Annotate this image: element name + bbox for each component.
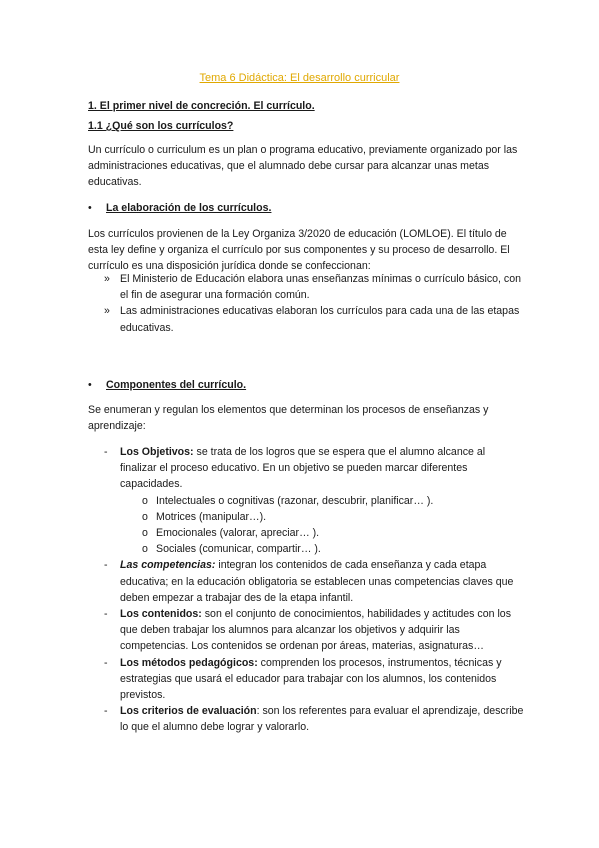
- term-label: Los criterios de evaluación: [120, 705, 257, 718]
- sub-list-item: [142, 493, 524, 509]
- list-item-competencias: [104, 557, 524, 606]
- componentes-heading-text: Componentes del currículo.: [106, 379, 247, 391]
- sub-list-item: [142, 525, 524, 541]
- circle-bullet-icon: o: [142, 543, 148, 556]
- sub-list-item: [142, 541, 524, 557]
- list-item-objetivos: [104, 444, 524, 557]
- list-item: [104, 271, 524, 303]
- term-description: integran los contenidos de cada enseñanza y cada etapa educativa; en la educación obligatoria se establecen unas competencias claves que deben empezar a trabajar des de la etapa infantil.: [120, 559, 514, 604]
- dash-bullet-icon: -: [104, 608, 108, 621]
- term-label: Los métodos pedagógicos:: [120, 656, 258, 669]
- dash-bullet-icon: -: [104, 705, 108, 718]
- elaboracion-list: [104, 271, 524, 336]
- term-description: : son los referentes para evaluar el aprendizaje, describe lo que el alumno debe lograr y valorarlo.: [120, 705, 524, 734]
- componentes-heading: [88, 377, 246, 393]
- term-label: Los contenidos:: [120, 608, 202, 621]
- circle-bullet-icon: o: [142, 510, 148, 523]
- list-item-criterios: [104, 703, 524, 735]
- circle-bullet-icon: o: [142, 527, 148, 540]
- capacidades-list: [142, 493, 524, 558]
- dash-bullet-icon: -: [104, 446, 108, 458]
- dash-bullet-icon: -: [104, 559, 108, 572]
- sub-list-item-text: Emocionales (valorar, apreciar… ).: [156, 527, 320, 540]
- list-item: [104, 303, 524, 335]
- bullet-dot-icon: •: [88, 202, 92, 214]
- dash-bullet-icon: -: [104, 656, 108, 669]
- sub-list-item-text: Intelectuales o cognitivas (razonar, descubrir, planificar… ).: [156, 494, 434, 507]
- intro-paragraph: Un currículo o curriculum es un plan o programa educativo, previamente organizado por las administraciones educativas, que el alumnado debe cursar para alcanzar unas metas educativas.: [88, 144, 518, 189]
- componentes-list: [104, 444, 524, 736]
- document-title: Tema 6 Didáctica: El desarrollo curricular: [199, 72, 400, 84]
- term-description: son el conjunto de conocimientos, habilidades y actitudes con los que deben trabajar los alumnos para alcanzar los objetivos y adquirir las competencias. Los contenidos se ordenan por áreas, materias, asignaturas…: [120, 608, 511, 653]
- term-description: se trata de los logros que se espera que el alumno alcance al finalizar el proceso educativo. En un objetivo se pueden marcar diferentes capacidades.: [120, 446, 486, 491]
- term-label: Las competencias:: [120, 559, 216, 572]
- list-item-text: El Ministerio de Educación elabora unas enseñanzas mínimas o currículo básico, con el fin de asegurar una formación común.: [120, 273, 522, 302]
- list-item-metodos: [104, 655, 524, 704]
- sub-list-item-text: Sociales (comunicar, compartir… ).: [156, 543, 321, 556]
- chevron-bullet-icon: »: [104, 273, 110, 285]
- elaboracion-heading-text: La elaboración de los currículos.: [106, 202, 272, 214]
- list-item-contenidos: [104, 606, 524, 655]
- elaboracion-paragraph: Los currículos provienen de la Ley Organiza 3/2020 de educación (LOMLOE). El título de esta ley define y organiza el currículo por sus componentes y su proceso de desarrollo. El currículo es una disposición jurídica donde se confeccionan:: [88, 228, 510, 273]
- list-item-text: Las administraciones educativas elaboran los currículos para cada una de las etapas educativas.: [120, 305, 520, 334]
- term-description: comprenden los procesos, instrumentos, técnicas y estrategias que usará el educador para trabajar con los alumnos, los contenidos previstos.: [120, 656, 502, 702]
- circle-bullet-icon: o: [142, 494, 148, 507]
- sub-list-item: [142, 509, 524, 525]
- section-heading-1-1: 1.1 ¿Qué son los currículos?: [88, 120, 234, 132]
- bullet-dot-icon: •: [88, 379, 92, 391]
- componentes-paragraph: Se enumeran y regulan los elementos que determinan los procesos de enseñanzas y aprendizaje:: [88, 404, 489, 433]
- elaboracion-heading: [88, 200, 271, 216]
- chevron-bullet-icon: »: [104, 305, 110, 318]
- sub-list-item-text: Motrices (manipular…).: [156, 510, 267, 523]
- term-label: Los Objetivos:: [120, 446, 194, 458]
- section-heading-1: 1. El primer nivel de concreción. El currículo.: [88, 100, 315, 112]
